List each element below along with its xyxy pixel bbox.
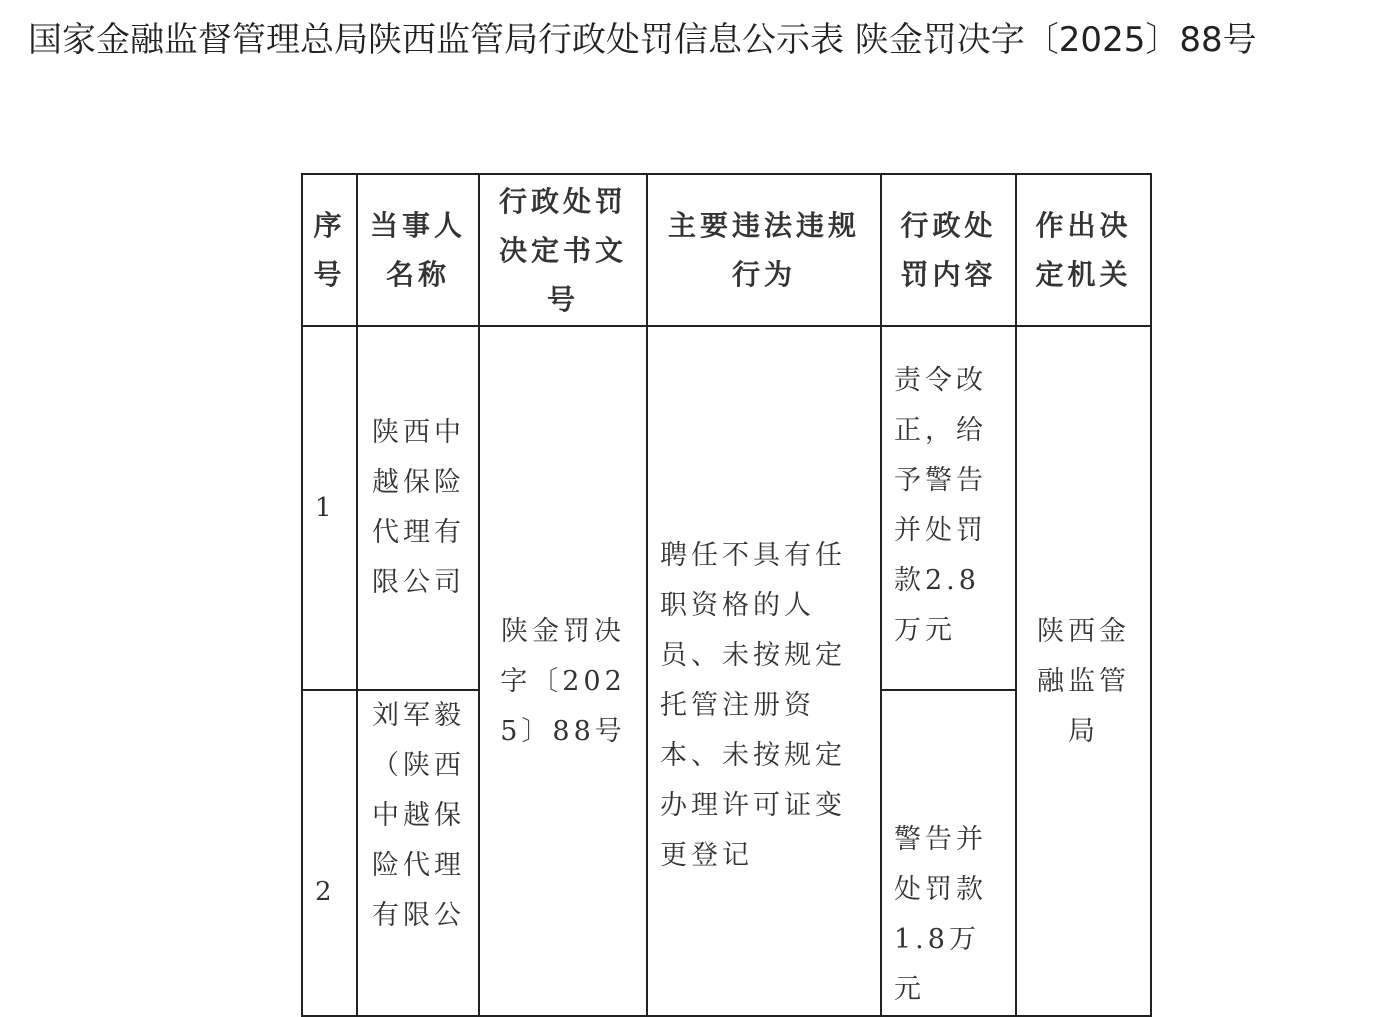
decision-authority: 陕西金融监管局 <box>1016 326 1151 1016</box>
page-title: 国家金融监督管理总局陕西监管局行政处罚信息公示表 陕金罚决字〔2025〕88号 <box>28 20 1257 60</box>
header-doc-no: 行政处罚决定书文号 <box>479 174 647 326</box>
table-header-row <box>302 174 1151 326</box>
violation-description: 聘任不具有任职资格的人员、未按规定托管注册资本、未按规定办理许可证变更登记 <box>647 326 881 1016</box>
row-2-penalty: 警告并处罚款1.8万元 <box>881 690 1016 1016</box>
penalty-info-table <box>301 173 1152 1017</box>
header-party: 当事人名称 <box>357 174 479 326</box>
row-2-seq: 2 <box>302 690 357 1016</box>
header-penalty: 行政处罚内容 <box>881 174 1016 326</box>
header-authority: 作出决定机关 <box>1016 174 1151 326</box>
table-row <box>302 326 1151 690</box>
row-1-seq: 1 <box>302 326 357 690</box>
header-violation: 主要违法违规行为 <box>647 174 881 326</box>
row-2-party: 刘军毅（陕西中越保险代理有限公 <box>357 690 479 1016</box>
header-seq: 序号 <box>302 174 357 326</box>
decision-doc-number: 陕金罚决字〔2025〕88号 <box>479 326 647 1016</box>
row-1-penalty: 责令改正，给予警告并处罚款2.8万元 <box>881 326 1016 690</box>
row-1-party: 陕西中越保险代理有限公司 <box>357 326 479 690</box>
